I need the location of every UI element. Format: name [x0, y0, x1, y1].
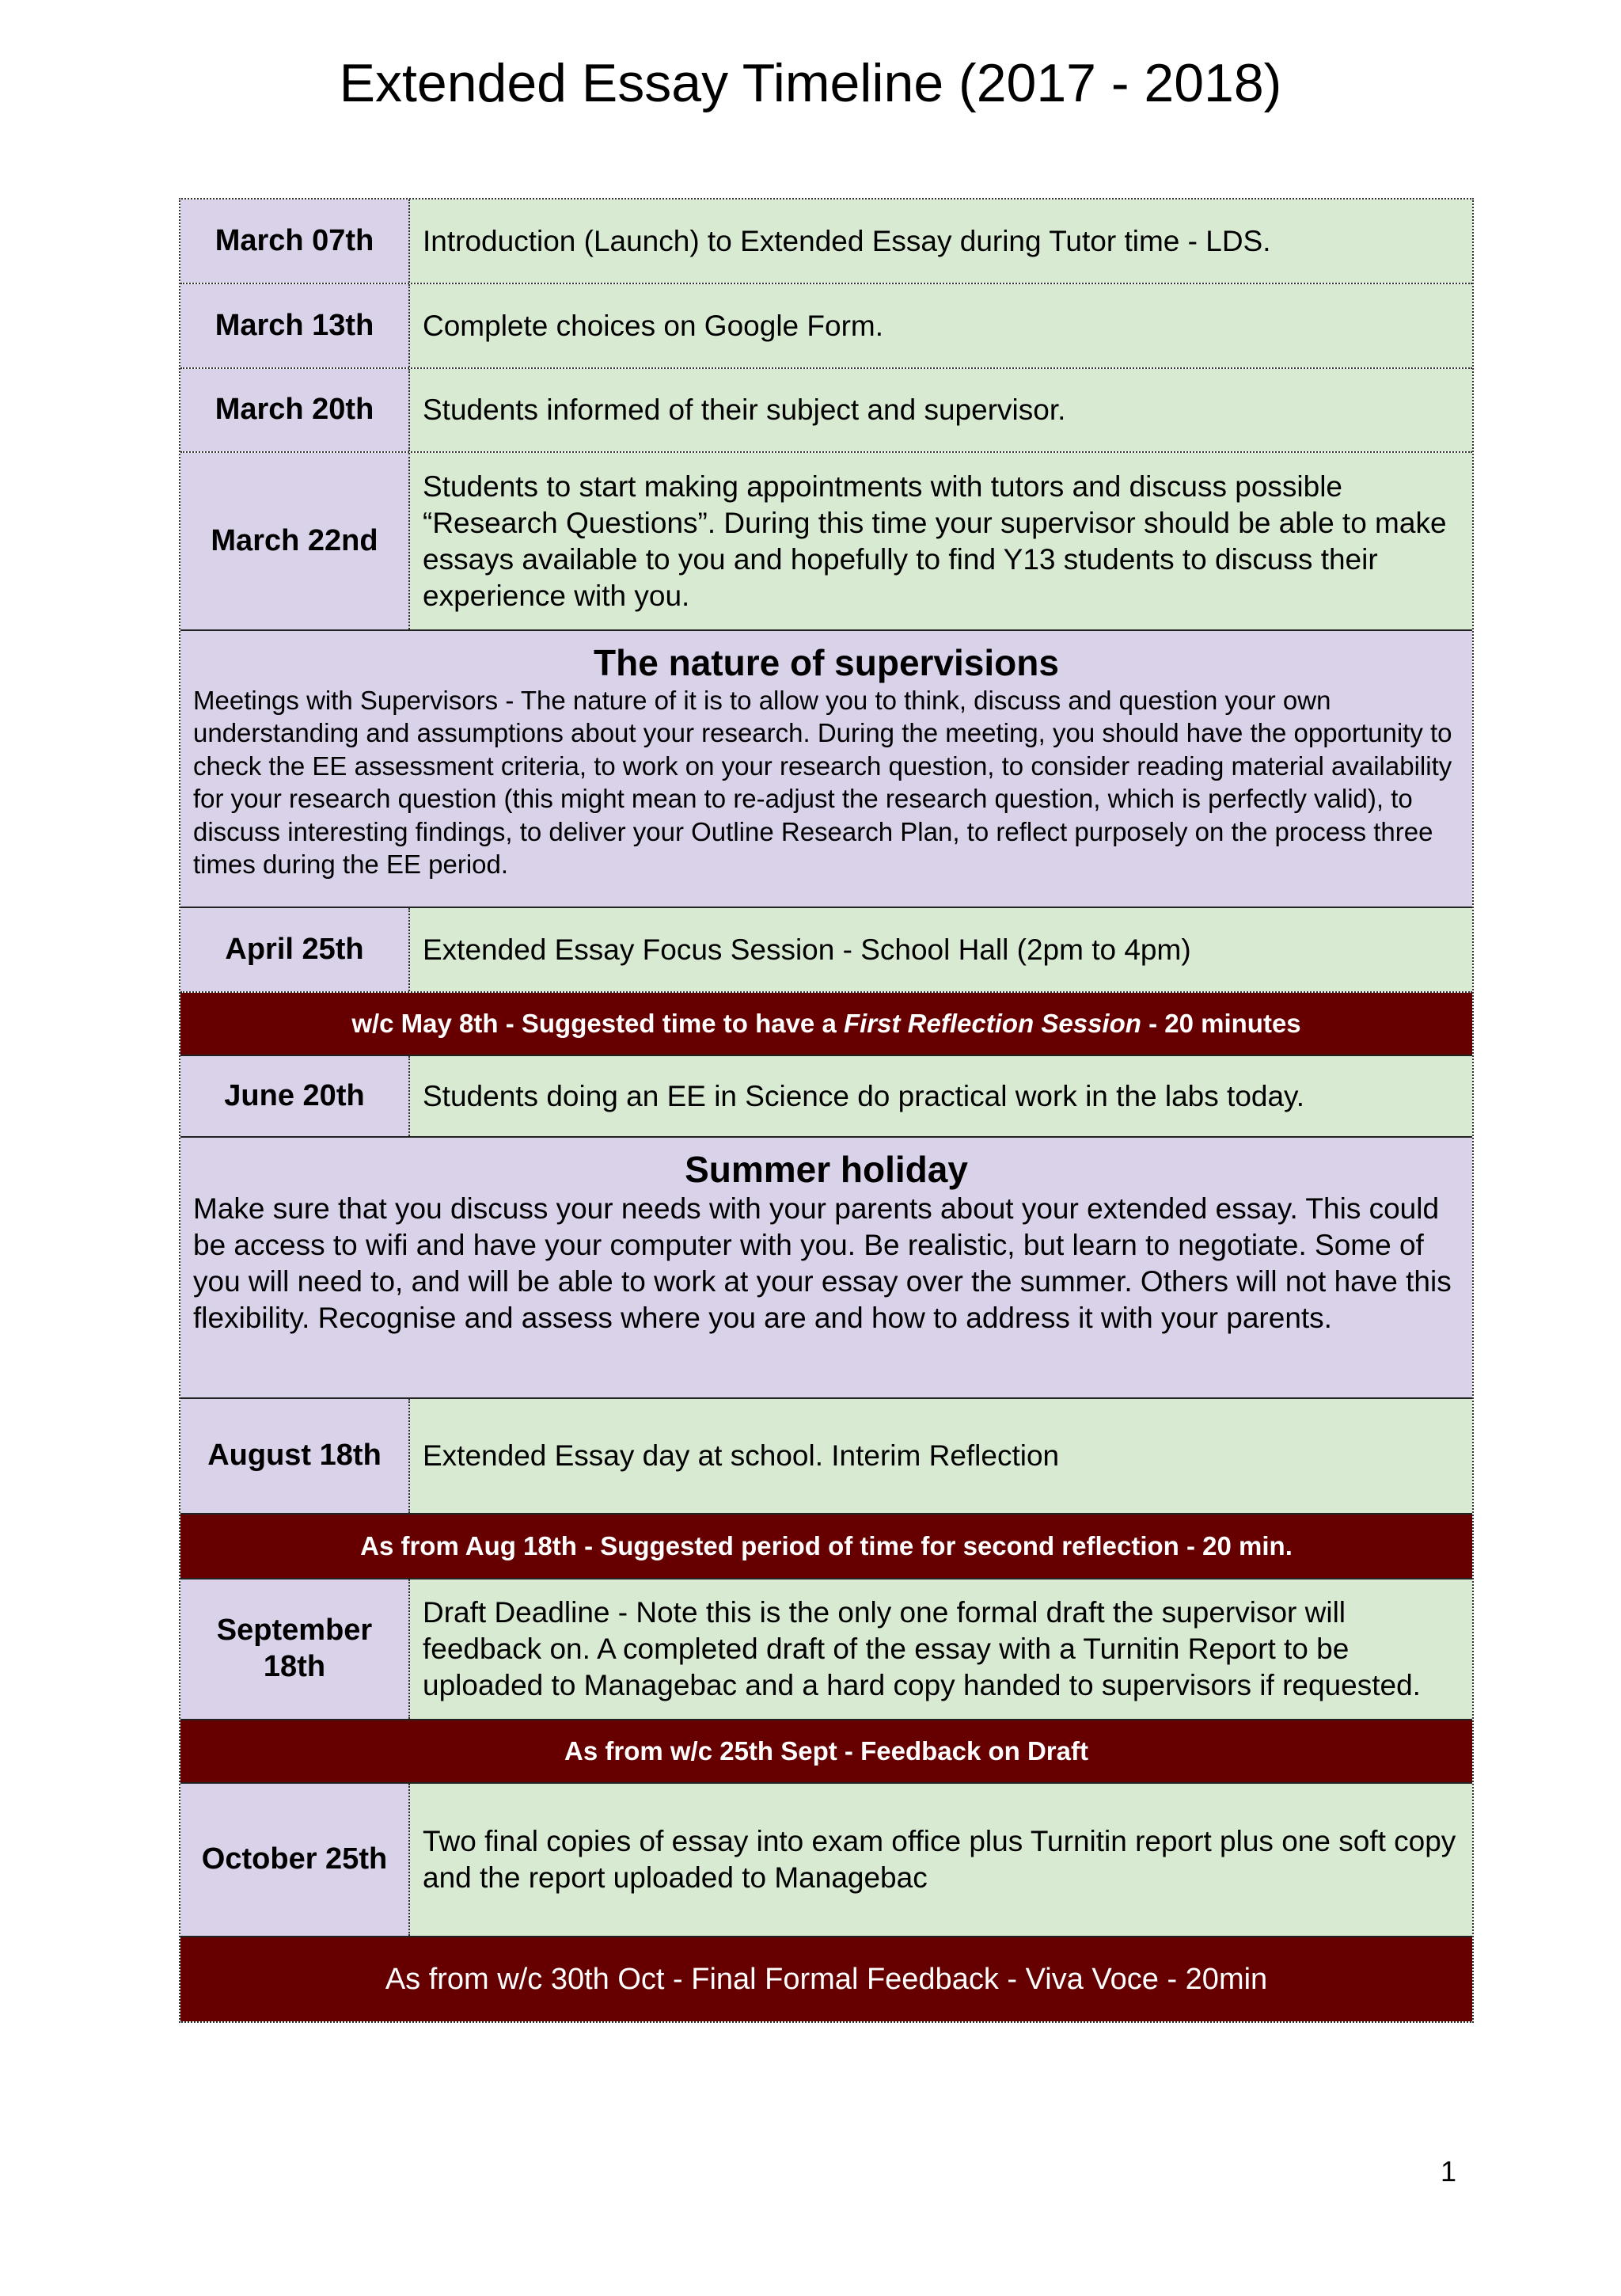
first-reflection-banner — [180, 993, 1472, 1056]
table-row — [180, 453, 1472, 631]
description-cell: Extended Essay Focus Session - School Hall (2pm to 4pm) — [410, 908, 1472, 991]
date-cell: October 25th — [180, 1784, 410, 1936]
summer-info-section — [180, 1138, 1472, 1399]
banner-text: As from w/c 25th Sept - Feedback on Draft — [564, 1736, 1088, 1766]
final-feedback-banner — [180, 1937, 1472, 2021]
table-row — [180, 284, 1472, 369]
date-cell: March 22nd — [180, 453, 410, 629]
banner-text: w/c May 8th - Suggested time to have a First Reflection Session - 20 minutes — [351, 1009, 1301, 1038]
date-cell: March 13th — [180, 284, 410, 367]
description-cell: Extended Essay day at school. Interim Reflection — [410, 1399, 1472, 1513]
date-cell: March 07th — [180, 200, 410, 283]
description-cell: Complete choices on Google Form. — [410, 284, 1472, 367]
date-cell: September 18th — [180, 1579, 410, 1719]
description-cell: Students informed of their subject and supervisor. — [410, 369, 1472, 451]
table-row — [180, 200, 1472, 284]
description-cell: Students doing an EE in Science do practical work in the labs today. — [410, 1056, 1472, 1136]
date-cell: August 18th — [180, 1399, 410, 1513]
table-row — [180, 1056, 1472, 1138]
section-text: Make sure that you discuss your needs with your parents about your extended essay. This could be access to wifi and have your computer with you. Be realistic, but learn to negotiate. Some of you will need to, and will be able to work at your essay over the summer. Others will not have this flexibility. Recognise and assess where you are and how to address it with your parents. — [193, 1192, 1452, 1334]
banner-text: As from w/c 30th Oct - Final Formal Feedback - Viva Voce - 20min — [385, 1962, 1268, 1996]
date-cell: March 20th — [180, 369, 410, 451]
feedback-draft-banner — [180, 1720, 1472, 1784]
description-cell: Two final copies of essay into exam office plus Turnitin report plus one soft copy and the report uploaded to Managebac — [410, 1784, 1472, 1936]
section-heading: The nature of supervisions — [594, 642, 1059, 683]
date-cell: June 20th — [180, 1056, 410, 1136]
table-row — [180, 1784, 1472, 1937]
table-row — [180, 1579, 1472, 1720]
date-cell: April 25th — [180, 908, 410, 991]
description-cell: Introduction (Launch) to Extended Essay during Tutor time - LDS. — [410, 200, 1472, 283]
table-row — [180, 1399, 1472, 1515]
page-number: 1 — [1441, 2155, 1457, 2188]
section-heading: Summer holiday — [685, 1149, 968, 1190]
table-row — [180, 369, 1472, 453]
banner-text: As from Aug 18th - Suggested period of time for second reflection - 20 min. — [360, 1531, 1293, 1560]
supervisions-info-section — [180, 631, 1472, 908]
description-cell: Draft Deadline - Note this is the only one formal draft the supervisor will feedback on. A completed draft of the essay with a Turnitin Report to be uploaded to Managebac and a hard copy handed to supervisors if requested. — [410, 1579, 1472, 1719]
page-title: Extended Essay Timeline (2017 - 2018) — [339, 53, 1282, 113]
second-reflection-banner — [180, 1515, 1472, 1579]
table-row — [180, 908, 1472, 993]
description-cell: Students to start making appointments with tutors and discuss possible “Research Questions”. During this time your supervisor should be able to make essays available to you and hopefully to find Y13 students to discuss their experience with you. — [410, 453, 1472, 629]
timeline-table — [179, 198, 1474, 2023]
section-text: Meetings with Supervisors - The nature of it is to allow you to think, discuss and question your own understanding and assumptions about your research. During the meeting, you should have the opportunity to check the EE assessment criteria, to work on your research question, to consider reading material availability for your research question (this might mean to re-adjust the research question, which is perfectly valid), to discuss interesting findings, to deliver your Outline Research Plan, to reflect purposely on the process three times during the EE period. — [193, 685, 1452, 880]
